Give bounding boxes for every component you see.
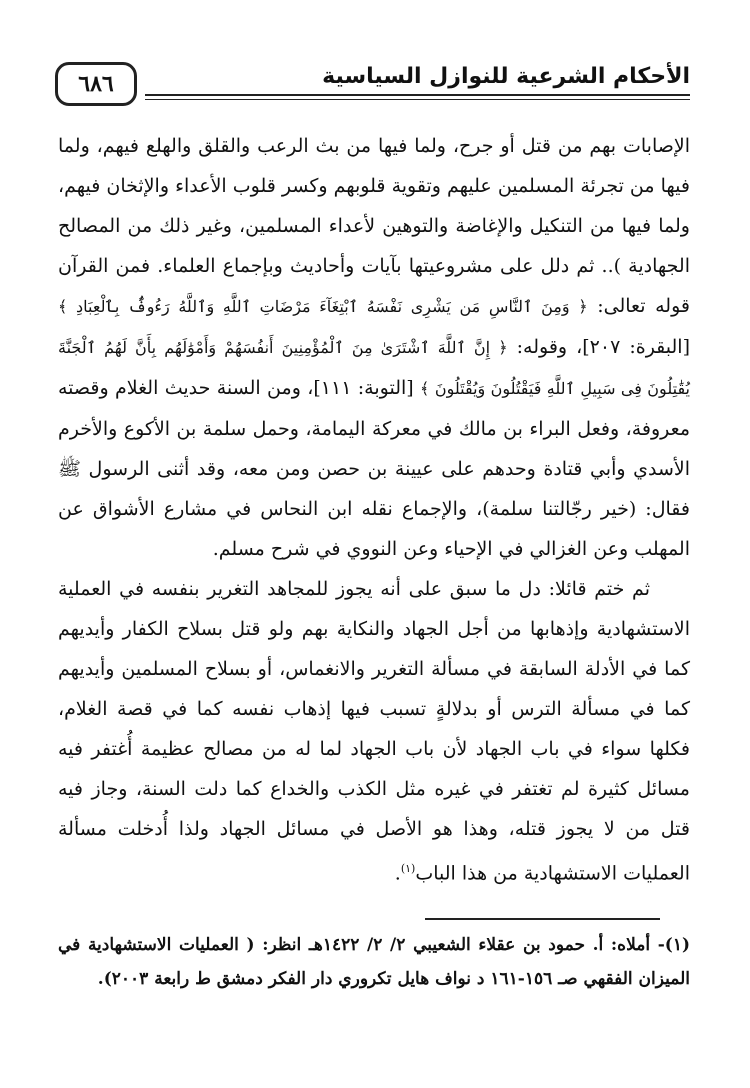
text-run: الإصابات بهم من قتل أو جرح، ولما فيها من بث الرعب والقلق والهلع فيهم، ولما فيها من تجرئة المسلمين عليهم وتقوية قلوبهم وكسر قلوب الأعداء والإثخان فيهم، ولما فيها من التنكيل والإغاضة والتوهين لأعداء المسلمين، وغير ذلك من المصالح الجهادية ).. ثم دلل على مشروعيتها بآيات وأحاديث وبإجماع العلماء. فمن القرآن قوله تعالى: <box>58 135 690 317</box>
text-run: ثم ختم قائلا: دل ما سبق على أنه يجوز للمجاهد التغرير بنفسه في العملية الاستشهادية وإذهابها من أجل الجهاد والنكاية بهم ولو قتل بسلاح الكفار وأيديهم كما في الأدلة السابقة في مسألة التغرير والانغماس، أو بسلاح المسلمين وأيديهم كما في مسألة الترس أو بدلالةٍ تسبب فيها إذهاب نفسه كما في قصة الغلام، فكلها سواء في باب الجهاد لأن باب الجهاد لما له من مصالح عظيمة أُغتفر فيه مسائل كثيرة لم تغتفر في غيره مثل الكذب والخداع كما دلت السنة، وجاز فيه قتل من لا يجوز قتله، وهذا هو الأصل في مسائل الجهاد ولذا أُدخلت مسألة العمليات الاستشهادية من هذا الباب <box>58 578 690 885</box>
running-title: الأحكام الشرعية للنوازل السياسية <box>322 64 690 89</box>
footnote-reference[interactable]: (١) <box>400 862 416 875</box>
main-text <box>58 126 690 893</box>
page-number: ٦٨٦ <box>55 62 137 106</box>
text-run: [التوبة: ١١١]، ومن السنة حديث الغلام وقصته معروفة، وفعل البراء بن مالك في معركة اليمامة، وحمل سلمة بن الأكوع والأخرم الأسدي وأبي قتادة وحدهم على عيينة بن حصن ومن معه، وقد أثنى الرسول ﷺ فقال: (خير رجّالتنا سلمة)، والإجماع نقله ابن النحاس في مشارع الأشواق عن المهلب وعن الغزالي في الإحياء وعن النووي في شرح مسلم. <box>58 377 690 560</box>
footnote-separator <box>425 918 660 920</box>
page-header <box>55 62 690 108</box>
header-rule-thin <box>145 99 690 100</box>
quran-verse: ﴿ وَمِنَ ٱلنَّاسِ مَن يَشْرِى نَفْسَهُ ٱبْتِغَآءَ مَرْضَاتِ ٱللَّهِ وَٱللَّهُ رَءُوفٌۢ بِٱلْعِبَادِ ﴾ <box>58 297 588 316</box>
text-run: [البقرة: ٢٠٧]، وقوله: <box>507 336 690 358</box>
footnote: (١)- أملاه: أ. حمود بن عقلاء الشعيبي ٢/ ٢/ ١٤٢٢هـ انظر: ( العمليات الاستشهادية في الميزان الفقهي صـ ١٥٦-١٦١ د نواف هايل تكروري دار الفكر دمشق ط رابعة ٢٠٠٣). <box>58 935 690 989</box>
footnotes <box>58 928 690 996</box>
paragraph <box>58 569 690 893</box>
text-run: . <box>394 862 401 885</box>
paragraph <box>58 126 690 569</box>
quran-verse: ﴿ إِنَّ ٱللَّهَ ٱشْتَرَىٰ مِنَ ٱلْمُؤْمِنِينَ أَنفُسَهُمْ وَأَمْوَٰلَهُم بِأَنَّ لَهُمُ ٱلْجَنَّةَ يُقَٰتِلُونَ فِى سَبِيلِ ٱللَّهِ فَيَقْتُلُونَ وَيُقْتَلُونَ ﴾ <box>58 338 690 398</box>
header-rule <box>145 94 690 96</box>
